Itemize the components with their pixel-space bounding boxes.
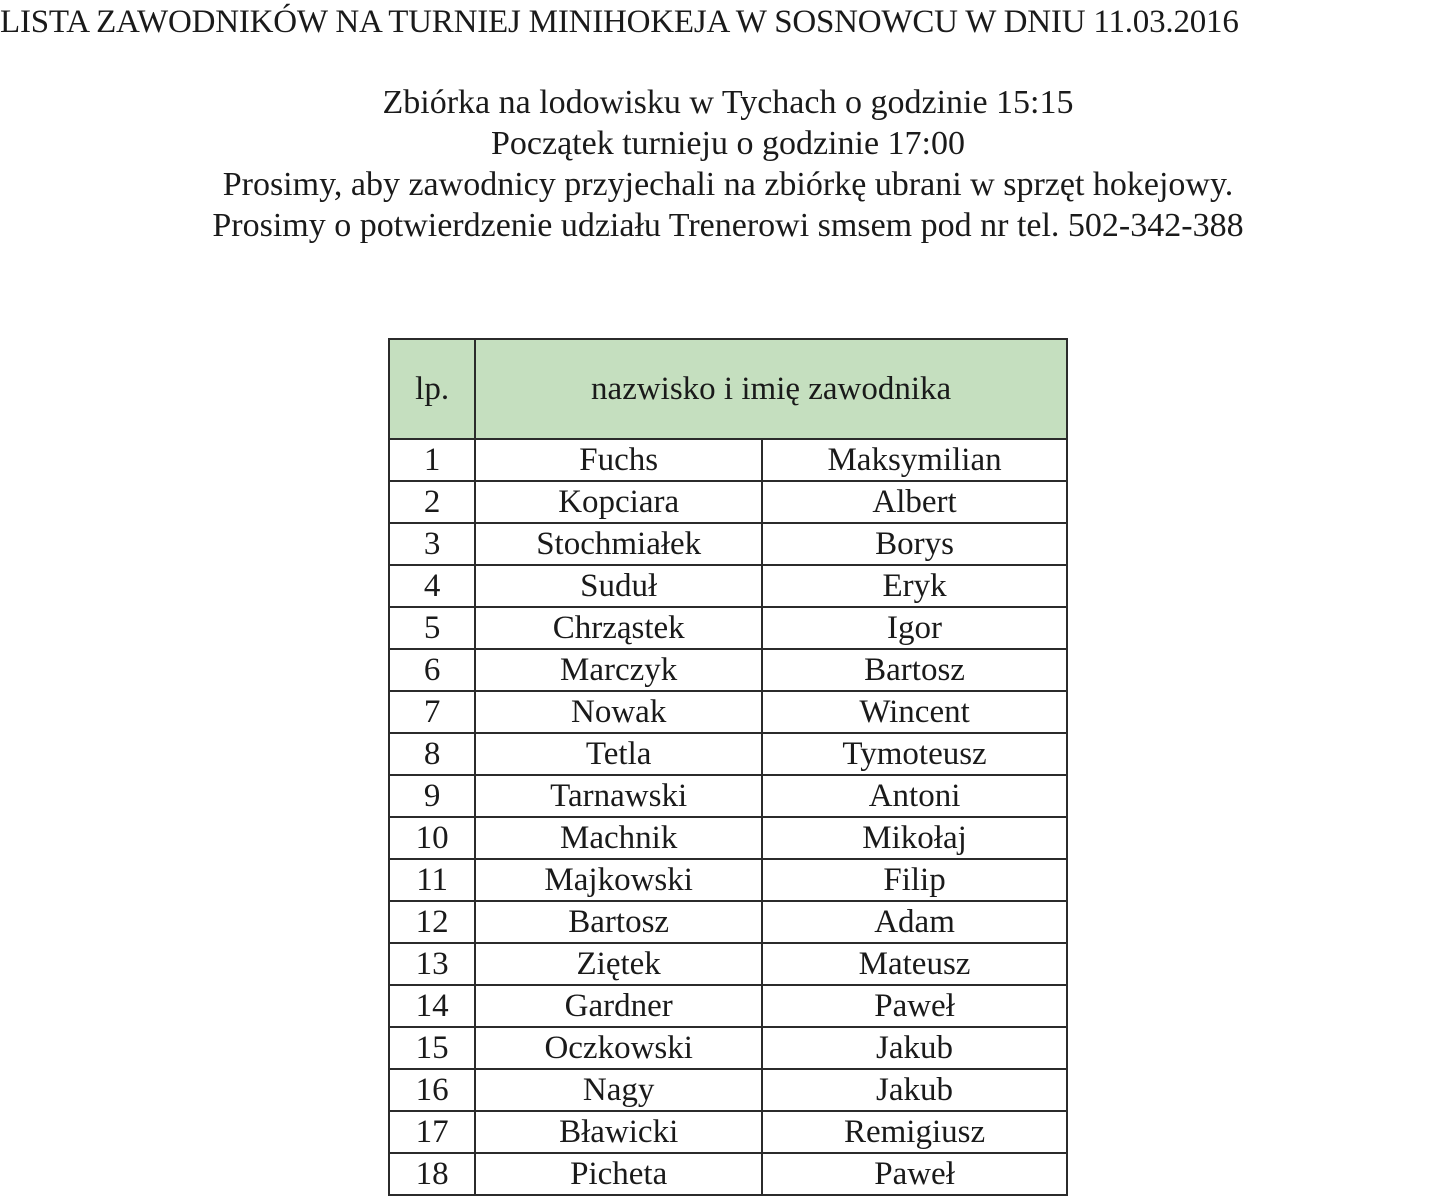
table-row <box>389 649 1067 691</box>
player-first-name-cell: Mateusz <box>762 943 1067 985</box>
player-first-name-cell: Igor <box>762 607 1067 649</box>
player-last-name-cell: Chrząstek <box>475 607 762 649</box>
player-last-name-cell: Oczkowski <box>475 1027 762 1069</box>
player-first-name-cell: Maksymilian <box>762 439 1067 481</box>
table-row <box>389 733 1067 775</box>
player-first-name-cell: Tymoteusz <box>762 733 1067 775</box>
player-number-cell: 15 <box>389 1027 475 1069</box>
equipment-note-line: Prosimy, aby zawodnicy przyjechali na zbiórkę ubrani w sprzęt hokejowy. <box>222 166 1234 203</box>
player-number-cell: 11 <box>389 859 475 901</box>
player-number-cell: 1 <box>389 439 475 481</box>
player-first-name-cell: Bartosz <box>762 649 1067 691</box>
player-first-name-cell: Jakub <box>762 1069 1067 1111</box>
player-last-name-cell: Suduł <box>475 565 762 607</box>
player-number-cell: 10 <box>389 817 475 859</box>
player-number-cell: 12 <box>389 901 475 943</box>
player-first-name-cell: Jakub <box>762 1027 1067 1069</box>
table-row <box>389 817 1067 859</box>
player-last-name-cell: Gardner <box>475 985 762 1027</box>
player-last-name-cell: Fuchs <box>475 439 762 481</box>
player-last-name-cell: Picheta <box>475 1153 762 1195</box>
table-row <box>389 901 1067 943</box>
player-number-cell: 14 <box>389 985 475 1027</box>
player-last-name-cell: Tarnawski <box>475 775 762 817</box>
player-number-cell: 18 <box>389 1153 475 1195</box>
player-number-cell: 17 <box>389 1111 475 1153</box>
player-number-cell: 3 <box>389 523 475 565</box>
player-last-name-cell: Nowak <box>475 691 762 733</box>
player-last-name-cell: Ziętek <box>475 943 762 985</box>
player-first-name-cell: Antoni <box>762 775 1067 817</box>
table-row <box>389 1153 1067 1195</box>
document-title: LISTA ZAWODNIKÓW NA TURNIEJ MINIHOKEJA W SOSNOWCU W DNIU 11.03.2016 <box>0 4 1239 40</box>
meeting-point-line: Zbiórka na lodowisku w Tychach o godzinie 15:15 <box>382 84 1074 121</box>
table-row <box>389 859 1067 901</box>
player-number-cell: 13 <box>389 943 475 985</box>
table-row <box>389 565 1067 607</box>
player-number-cell: 4 <box>389 565 475 607</box>
table-row <box>389 985 1067 1027</box>
player-last-name-cell: Tetla <box>475 733 762 775</box>
player-last-name-cell: Bławicki <box>475 1111 762 1153</box>
header-player-name: nazwisko i imię zawodnika <box>475 339 1067 439</box>
players-table <box>388 338 1068 1196</box>
confirmation-note-line: Prosimy o potwierdzenie udziału Trenerowi smsem pod nr tel. 502-342-388 <box>212 207 1244 244</box>
player-last-name-cell: Marczyk <box>475 649 762 691</box>
player-number-cell: 9 <box>389 775 475 817</box>
player-first-name-cell: Eryk <box>762 565 1067 607</box>
player-last-name-cell: Machnik <box>475 817 762 859</box>
player-first-name-cell: Wincent <box>762 691 1067 733</box>
player-number-cell: 5 <box>389 607 475 649</box>
table-row <box>389 691 1067 733</box>
player-first-name-cell: Paweł <box>762 1153 1067 1195</box>
table-row <box>389 607 1067 649</box>
table-row <box>389 523 1067 565</box>
table-row <box>389 775 1067 817</box>
player-number-cell: 6 <box>389 649 475 691</box>
player-last-name-cell: Majkowski <box>475 859 762 901</box>
player-last-name-cell: Stochmiałek <box>475 523 762 565</box>
player-number-cell: 16 <box>389 1069 475 1111</box>
player-last-name-cell: Nagy <box>475 1069 762 1111</box>
table-row <box>389 481 1067 523</box>
player-last-name-cell: Bartosz <box>475 901 762 943</box>
info-block <box>0 82 1456 246</box>
player-first-name-cell: Borys <box>762 523 1067 565</box>
table-row <box>389 943 1067 985</box>
player-last-name-cell: Kopciara <box>475 481 762 523</box>
players-table-body <box>389 439 1067 1195</box>
header-row <box>389 339 1067 439</box>
start-time-line: Początek turnieju o godzinie 17:00 <box>491 125 965 162</box>
player-first-name-cell: Paweł <box>762 985 1067 1027</box>
table-row <box>389 1069 1067 1111</box>
table-row <box>389 1027 1067 1069</box>
player-number-cell: 8 <box>389 733 475 775</box>
player-number-cell: 2 <box>389 481 475 523</box>
player-first-name-cell: Albert <box>762 481 1067 523</box>
player-first-name-cell: Adam <box>762 901 1067 943</box>
player-first-name-cell: Mikołaj <box>762 817 1067 859</box>
header-number: lp. <box>389 339 475 439</box>
table-row <box>389 1111 1067 1153</box>
table-row <box>389 439 1067 481</box>
players-table-header <box>389 339 1067 439</box>
player-number-cell: 7 <box>389 691 475 733</box>
player-first-name-cell: Filip <box>762 859 1067 901</box>
player-first-name-cell: Remigiusz <box>762 1111 1067 1153</box>
